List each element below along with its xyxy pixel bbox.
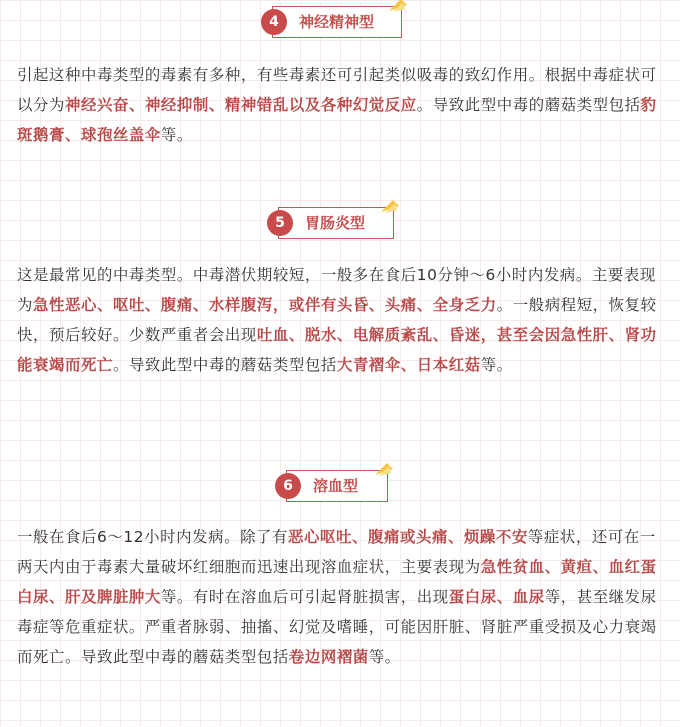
body-text: 。一般病程短，恢复较快，预后较好。少数严重者会出现 (17, 296, 657, 344)
body-text: 这是最常见的中毒类型。中毒潜伏期较短，一般多在食后10分钟～6小时内发病。主要表现为 (17, 266, 656, 314)
body-text: 一般在食后6～12小时内发病。除了有 (17, 528, 289, 546)
sparkle-decoration-icon (379, 198, 401, 214)
body-text: 等。 (368, 648, 401, 666)
highlight-text: 豹斑鹅膏、球孢丝盖伞 (17, 96, 657, 144)
section-title-6: 溶血型 (313, 477, 359, 495)
body-text: 。导致此型中毒的蘑菇类型包括 (416, 96, 641, 114)
section-number-5: 5 (267, 210, 293, 236)
section-title-5: 胃肠炎型 (305, 214, 366, 232)
body-text: 等。 (160, 126, 193, 144)
section-number-4: 4 (261, 9, 287, 35)
body-text: 等。 (480, 356, 513, 374)
body-text: 。导致此型中毒的蘑菇类型包括 (112, 356, 337, 374)
body-text: 等症状，还可在一两天内由于毒素大量破坏红细胞而迅速出现溶血症状，主要表现为 (17, 528, 656, 576)
sparkle-decoration-icon (373, 461, 395, 477)
highlight-text: 大青褶伞、日本红菇 (336, 356, 481, 374)
highlight-text: 恶心呕吐、腹痛或头痛、烦躁不安 (288, 528, 528, 546)
sparkle-decoration-icon (387, 0, 409, 13)
highlight-text: 神经兴奋、神经抑制、精神错乱以及各种幻觉反应 (64, 96, 417, 114)
highlight-text: 卷边网褶菌 (288, 648, 369, 666)
section-body-6 (17, 522, 665, 672)
section-title-4: 神经精神型 (299, 13, 375, 31)
highlight-text: 急性恶心、呕吐、腹痛、水样腹泻，或伴有头昏、头痛、全身乏力 (33, 296, 497, 314)
section-number-6: 6 (275, 473, 301, 499)
body-text: 引起这种中毒类型的毒素有多种，有些毒素还可引起类似吸毒的致幻作用。根据中毒症状可以分为 (17, 66, 657, 114)
section-body-4 (17, 60, 665, 150)
section-body-5 (17, 260, 665, 380)
body-text: 等。有时在溶血后可引起肾脏损害，出现 (160, 588, 449, 606)
highlight-text: 蛋白尿、血尿 (448, 588, 545, 606)
section-badge-6 (283, 470, 388, 502)
highlight-text: 急性贫血、黄疸、血红蛋白尿、肝及脾脏肿大 (17, 558, 657, 606)
highlight-text: 吐血、脱水、电解质紊乱、昏迷，甚至会因急性肝、肾功能衰竭而死亡 (17, 326, 657, 374)
body-text: 等，甚至继发尿毒症等危重症状。严重者脉弱、抽搐、幻觉及嗜睡，可能因肝脏、肾脏严重受损及心力衰竭而死亡。导致此型中毒的蘑菇类型包括 (17, 588, 657, 666)
section-badge-5 (275, 207, 394, 239)
section-badge-4 (269, 6, 402, 38)
